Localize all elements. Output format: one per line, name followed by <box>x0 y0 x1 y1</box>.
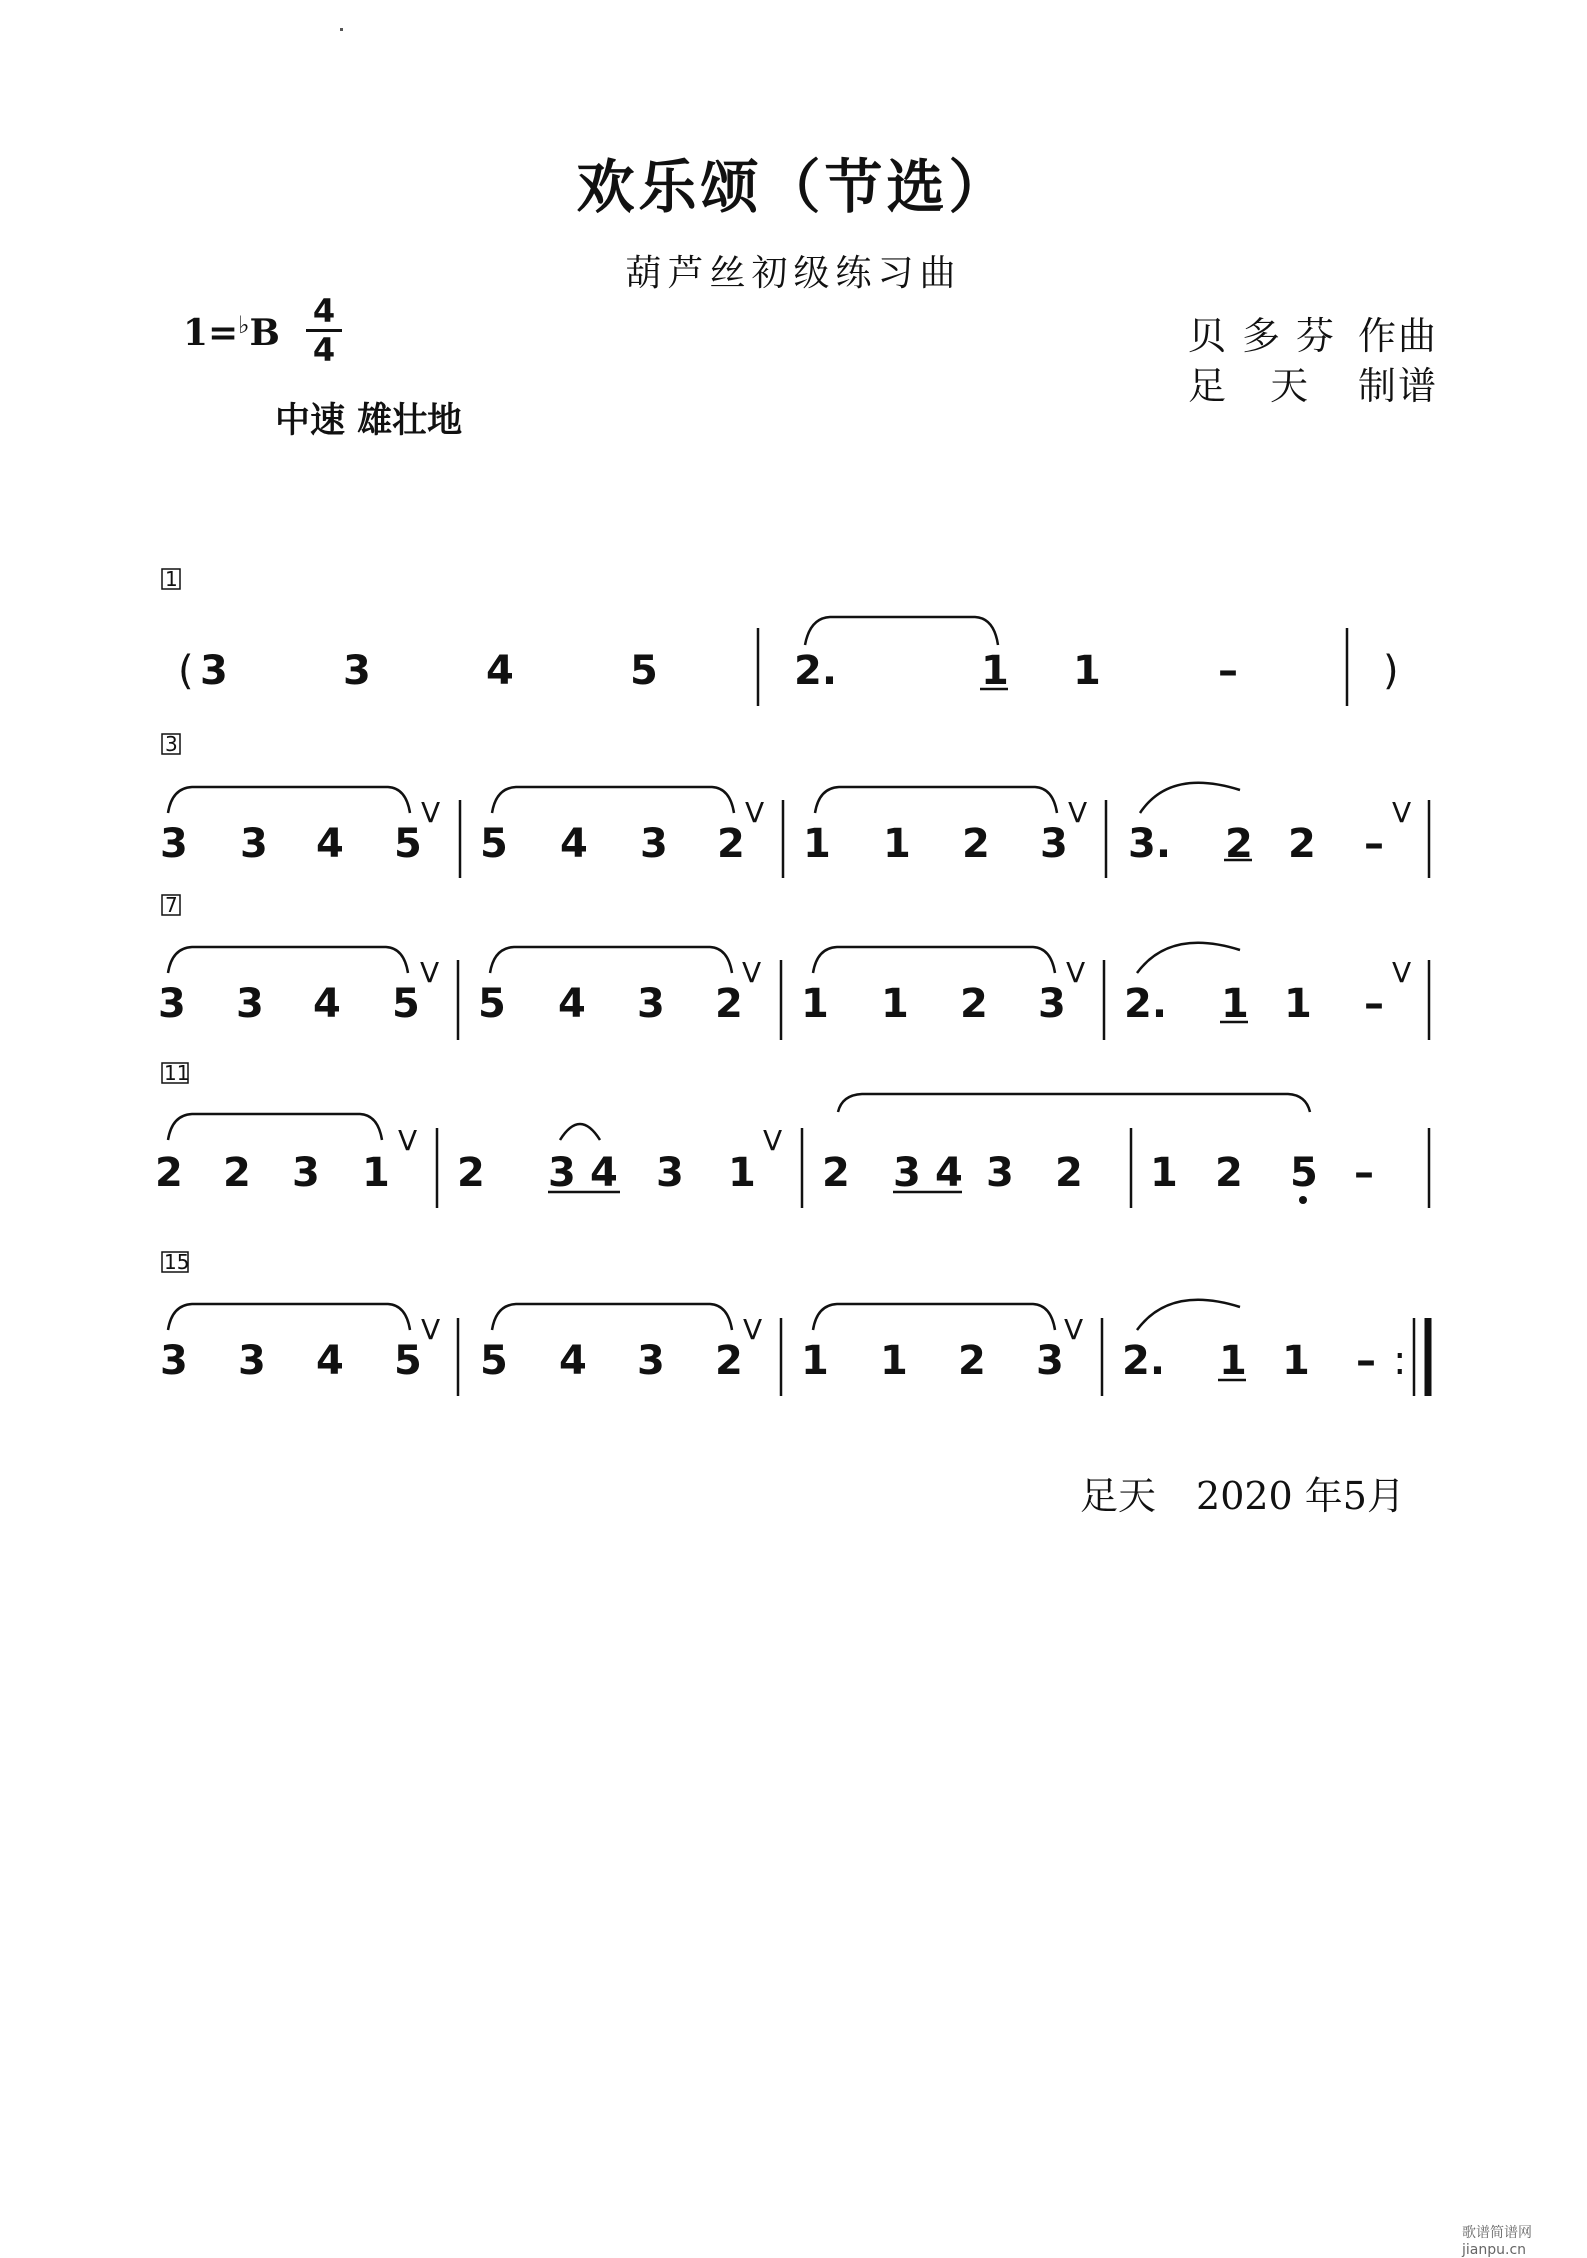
flat-sign: ♭ <box>238 310 250 339</box>
repeat-dots: : <box>1393 1338 1407 1384</box>
note: 2 <box>155 1150 183 1196</box>
measure-number: 7 <box>165 893 178 917</box>
note: 1 <box>728 1150 756 1196</box>
note: 5 <box>478 981 506 1027</box>
note: 3 <box>640 821 668 867</box>
breath-mark: V <box>743 1313 763 1346</box>
footer-signature <box>1080 1465 1405 1520</box>
note: 1 <box>881 981 909 1027</box>
arranger-role: 制谱 <box>1358 364 1439 408</box>
note: 5 <box>480 1338 508 1384</box>
note: 3 <box>1040 821 1068 867</box>
note: 1 <box>803 821 831 867</box>
note: 3 <box>893 1150 921 1196</box>
score-subtitle: 葫芦丝初级练习曲 <box>625 253 962 294</box>
note: 3 <box>160 821 188 867</box>
note: 3 <box>548 1150 576 1196</box>
note: 4 <box>560 821 588 867</box>
note: 1 <box>1150 1150 1178 1196</box>
breath-mark: V <box>421 1313 441 1346</box>
note: 3 <box>986 1150 1014 1196</box>
note: 4 <box>559 1338 587 1384</box>
note: 2 <box>1225 821 1253 867</box>
note: 1 <box>801 1338 829 1384</box>
note: 2. <box>1124 981 1168 1027</box>
note: 4 <box>590 1150 618 1196</box>
note: 1 <box>1073 648 1101 694</box>
note: 2 <box>457 1150 485 1196</box>
note: 2 <box>717 821 745 867</box>
note: 5 <box>392 981 420 1027</box>
note: 1 <box>883 821 911 867</box>
note: 5 <box>480 821 508 867</box>
note: 3 <box>637 1338 665 1384</box>
measure-number: 11 <box>164 1061 190 1085</box>
note: 2 <box>1288 821 1316 867</box>
note: 3 <box>1038 981 1066 1027</box>
composer-name: 贝多芬 <box>1188 314 1351 358</box>
time-denominator: 4 <box>312 331 336 369</box>
note: 3 <box>236 981 264 1027</box>
note: 3 <box>200 648 228 694</box>
note: 5 <box>1290 1150 1318 1196</box>
arranger-name: 足 天 <box>1188 364 1325 408</box>
tempo-marking: 中速 雄壮地 <box>275 401 463 441</box>
breath-mark: V <box>421 796 441 829</box>
note: 4 <box>486 648 514 694</box>
note: 3 <box>160 1338 188 1384</box>
note: 3 <box>240 821 268 867</box>
measure-number: 1 <box>165 567 178 591</box>
breath-mark: V <box>1066 956 1086 989</box>
note: 2 <box>1215 1150 1243 1196</box>
note: 1 <box>1219 1338 1247 1384</box>
breath-mark: V <box>1064 1313 1084 1346</box>
breath-mark: V <box>763 1124 783 1157</box>
breath-mark: V <box>398 1124 418 1157</box>
close-paren: ) <box>1383 648 1399 694</box>
note: 5 <box>394 1338 422 1384</box>
note: 1 <box>1282 1338 1310 1384</box>
note: 2. <box>1122 1338 1166 1384</box>
note: 4 <box>316 1338 344 1384</box>
key-note: B <box>249 312 280 354</box>
footer-author: 足天 <box>1080 1474 1157 1518</box>
note: 3 <box>238 1338 266 1384</box>
note: 2 <box>1055 1150 1083 1196</box>
note: 5 <box>630 648 658 694</box>
note: 2 <box>960 981 988 1027</box>
key-prefix: 1= <box>183 312 239 354</box>
note: 3 <box>158 981 186 1027</box>
note: 2 <box>958 1338 986 1384</box>
note: 4 <box>316 821 344 867</box>
note: 3 <box>343 648 371 694</box>
note: 3. <box>1128 821 1172 867</box>
note: 3 <box>292 1150 320 1196</box>
open-paren: ( <box>178 648 194 694</box>
dash: – <box>1364 981 1384 1027</box>
note: 2. <box>794 648 838 694</box>
time-numerator: 4 <box>312 292 336 330</box>
note: 1 <box>362 1150 390 1196</box>
note: 2 <box>962 821 990 867</box>
note: 1 <box>981 648 1009 694</box>
note: 2 <box>223 1150 251 1196</box>
note: 3 <box>656 1150 684 1196</box>
dash: – <box>1364 821 1384 867</box>
dash: – <box>1218 648 1238 694</box>
note: 1 <box>880 1338 908 1384</box>
breath-mark: V <box>1068 796 1088 829</box>
dash: – <box>1354 1150 1374 1196</box>
score-title: 欢乐颂（节选） <box>576 153 1011 221</box>
note: 4 <box>935 1150 963 1196</box>
note: 3 <box>1036 1338 1064 1384</box>
footer-date: 2020 年5月 <box>1196 1474 1405 1518</box>
note: 1 <box>1221 981 1249 1027</box>
note: 2 <box>715 1338 743 1384</box>
note: 2 <box>715 981 743 1027</box>
note: 4 <box>313 981 341 1027</box>
breath-mark: V <box>1392 796 1412 829</box>
measure-number: 15 <box>164 1250 190 1274</box>
measure-number: 3 <box>165 732 178 756</box>
note: 3 <box>637 981 665 1027</box>
site-watermark: 歌谱简谱网 jianpu.cn <box>1462 2225 1532 2258</box>
note: 5 <box>394 821 422 867</box>
note: 1 <box>1284 981 1312 1027</box>
note: 1 <box>801 981 829 1027</box>
low-octave-dot <box>1299 1196 1307 1204</box>
breath-mark: V <box>420 956 440 989</box>
note: 4 <box>558 981 586 1027</box>
breath-mark: V <box>1392 956 1412 989</box>
dash: – <box>1356 1338 1376 1384</box>
note: 2 <box>822 1150 850 1196</box>
breath-mark: V <box>745 796 765 829</box>
breath-mark: V <box>742 956 762 989</box>
composer-role: 作曲 <box>1358 314 1439 358</box>
